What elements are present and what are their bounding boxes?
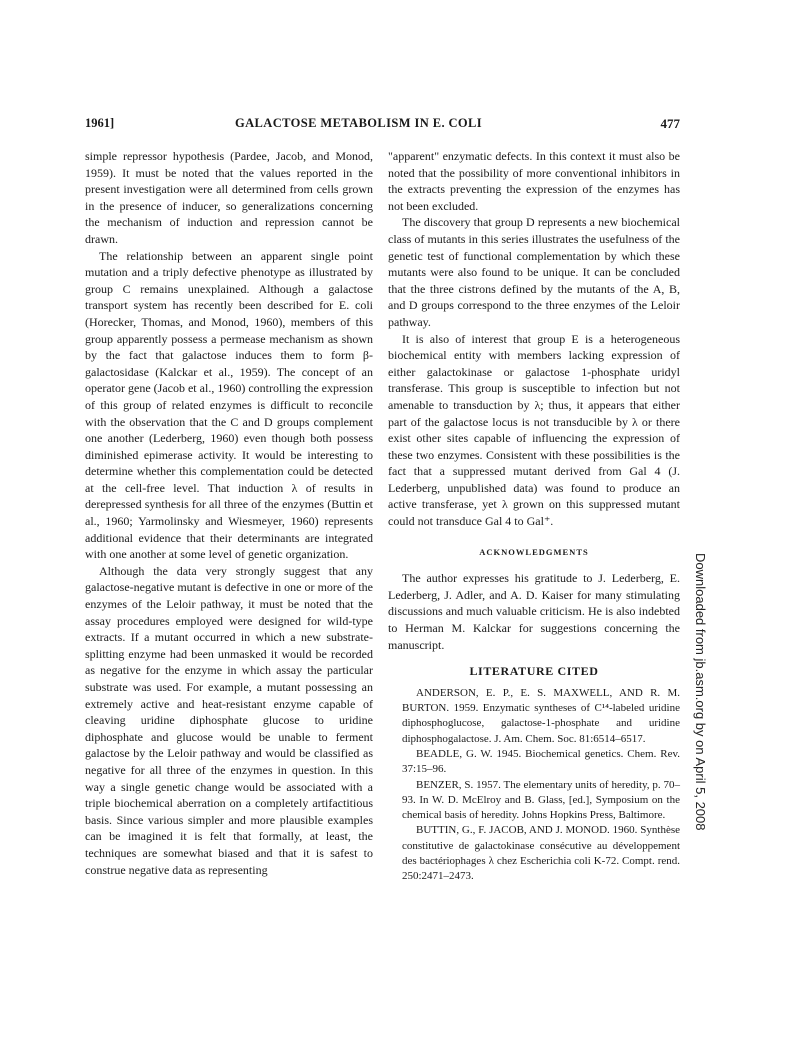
right-column <box>388 148 680 885</box>
download-watermark <box>693 553 708 831</box>
acknowledgments-heading: ACKNOWLEDGMENTS <box>479 546 589 557</box>
paragraph: Although the data very strongly suggest that any galactose-negative mutant is defective in one or more of the enzymes of the Leloir pathway, it must be noted that the assay procedures employed were designed for wild-type extracts. If a mutant occurred in which a new substrate-splitting enzyme had been unmasked it would be recorded as negative for the enzyme in which assay the particular substrate was used. For example, a mutant possessing an extremely active and heat-resistant enzyme capable of cleaving uridine diphosphate glucose to uridine diphosphate and glucose would be unable to ferment galactose by the Leloir pathway and would be classified as negative for all three of the enzymes in question. In this way a single genetic change would be associated with a triple biochemical aberration on a completely artifactitious basis. Since various simpler and more plausible examples can be imagined it is felt that formally, at least, the techniques are somewhat biased and that it is safest to construe negative data as representing <box>85 563 373 877</box>
page-number: 477 <box>660 116 680 131</box>
left-column <box>85 148 373 878</box>
reference-entry: BENZER, S. 1957. The elementary units of heredity, p. 70–93. In W. D. McElroy and B. Glass, [ed.], Symposium on the chemical basis of heredity. Johns Hopkins Press, Baltimore. <box>402 778 680 822</box>
header-title: GALACTOSE METABOLISM IN E. COLI <box>235 116 483 130</box>
header-year: 1961] <box>85 116 115 130</box>
running-header <box>85 116 680 136</box>
reference-entry: BEADLE, G. W. 1945. Biochemical genetics. Chem. Rev. 37:15–96. <box>402 748 680 776</box>
download-watermark-text: Downloaded from jb.asm.org by on April 5, 2008 <box>693 553 708 831</box>
paragraph: "apparent" enzymatic defects. In this context it must also be noted that the possibility of more conventional inhibitors in the extracts preventing the expression of the enzymes has not been excluded. <box>388 149 680 213</box>
reference-entry: ANDERSON, E. P., E. S. MAXWELL, AND R. M. BURTON. 1959. Enzymatic syntheses of C¹⁴-labeled uridine diphosphoglucose, galactose-1-phosphate and uridine diphosphogalactose. J. Am. Chem. Soc. 81:6514–6517. <box>402 686 680 745</box>
paragraph: The relationship between an apparent single point mutation and a triply defective phenotype as illustrated by group C remains unexplained. Although a galactose transport system has recently been described for E. coli (Horecker, Thomas, and Monod, 1960), members of this group apparently possess a permease mechanism as shown by the fact that galactose induces them to form β-galactosidase (Kalckar et al., 1959). The concept of an operator gene (Jacob et al., 1960) controlling the expression of this group of related enzymes is difficult to reconcile with the observation that the C and D groups complement one another (Lederberg, 1960) even though both possess diminished epimerase activity. It would be interesting to determine whether this complementation could be detected at the cell-free level. That induction λ of results in derepressed synthesis for all three of the enzymes (Buttin et al., 1960; Yarmolinsky and Wiesmeyer, 1960) represents additional evidence that their determinants are integrated with one another at some level of genetic organization. <box>85 248 373 562</box>
literature-cited-heading: LITERATURE CITED <box>469 664 599 679</box>
paragraph: It is also of interest that group E is a heterogeneous biochemical entity with members lacking expression of either galactokinase or galactose 1-phosphate uridyl transferase. This group is susceptible to infection but not amenable to transduction by λ; thus, it appears that either part of the galactose locus is not transducible by λ or there exist other sites capable of influencing the expression of these two enzymes. Consistent with these possibilities is the fact that a suppressed mutant derived from Gal 4 (J. Lederberg, unpublished data) was found to produce an active transferase, yet λ grown on this suppressed mutant could not transduce Gal 4 to Gal⁺. <box>388 331 680 529</box>
acknowledgments-text: The author expresses his gratitude to J. Lederberg, E. Lederberg, J. Adler, and A. D. Kaiser for many stimulating discussions and much valuable criticism. He is also indebted to Herman M. Kalckar for suggestions concerning the manuscript. <box>388 571 680 652</box>
paragraph: The discovery that group D represents a new biochemical class of mutants in this series illustrates the usefulness of the genetic test of functional complementation by which these mutants were also found to be unique. It can be concluded that the three cistrons defined by the mutants of the A, B, and D groups correspond to the three enzymes of the Leloir pathway. <box>388 215 680 329</box>
paragraph: simple repressor hypothesis (Pardee, Jacob, and Monod, 1959). It must be noted that the values reported in the present investigation were all determined from cells grown in the presence of inducer, so generalizations concerning the mechanism of induction and repression cannot be drawn. <box>85 149 373 246</box>
reference-entry: BUTTIN, G., F. JACOB, AND J. MONOD. 1960. Synthèse constitutive de galactokinase consécutive au développement des bactériophages λ chez Escherichia coli K-72. Compt. rend. 250:2471–2473. <box>402 824 680 883</box>
